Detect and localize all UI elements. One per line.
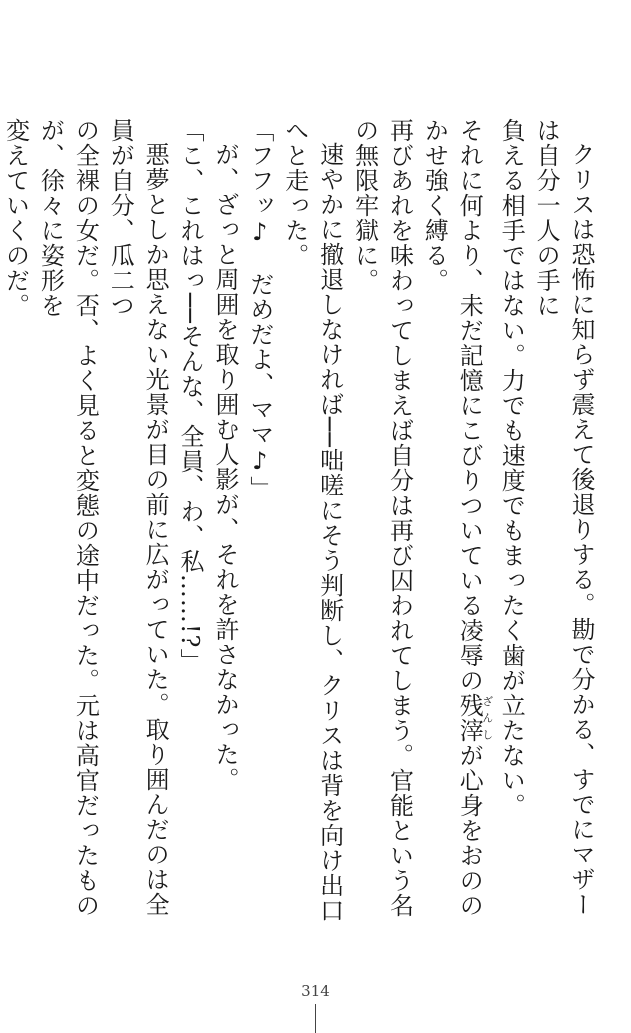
page-number: 314	[301, 982, 330, 1000]
text-line: 再びあれを味わってしまえば自分は再び囚われてしまう。官能という名の無限牢獄に。	[350, 118, 414, 918]
page-rule	[315, 1004, 316, 1033]
text-line: クリスは恐怖に知らず震えて後退りする。勘で分かる、すでにマザーは自分一人の手に	[532, 118, 595, 917]
text-line: の全裸の女だ。否、よく見ると変態の途中だった。元は高官だったものが、徐々に姿形を	[36, 118, 100, 918]
text-line: 悪夢としか思えない光景が目の前に広がっていた。取り囲んだのは全員が自分、瓜二つ	[106, 118, 170, 917]
text-line: 「フフッ♪ だめだよ、ママ♪」	[245, 118, 274, 501]
text-line: それに何より、未だ記憶にこびりついている凌辱の残滓ざんしが心身をおののかせ強く縛る。	[420, 118, 494, 918]
ruby-annotation: 残滓ざんし	[455, 693, 494, 743]
text-line: 負える相手ではない。力でも速度でもまったく歯が立たない。	[497, 118, 526, 818]
text-line: 変えていくのだ。	[1, 118, 30, 318]
text-line: 速やかに撤退しなければ──咄嗟にそう判断し、クリスは背を向け出口へと走った。	[280, 118, 344, 923]
text-line: が、ざっと周囲を取り囲む人影が、それを許さなかった。	[210, 142, 239, 792]
body-text	[1, 118, 598, 938]
text-line: 「こ、これはっ──そんな、全員、わ、私……!?」	[176, 118, 205, 674]
